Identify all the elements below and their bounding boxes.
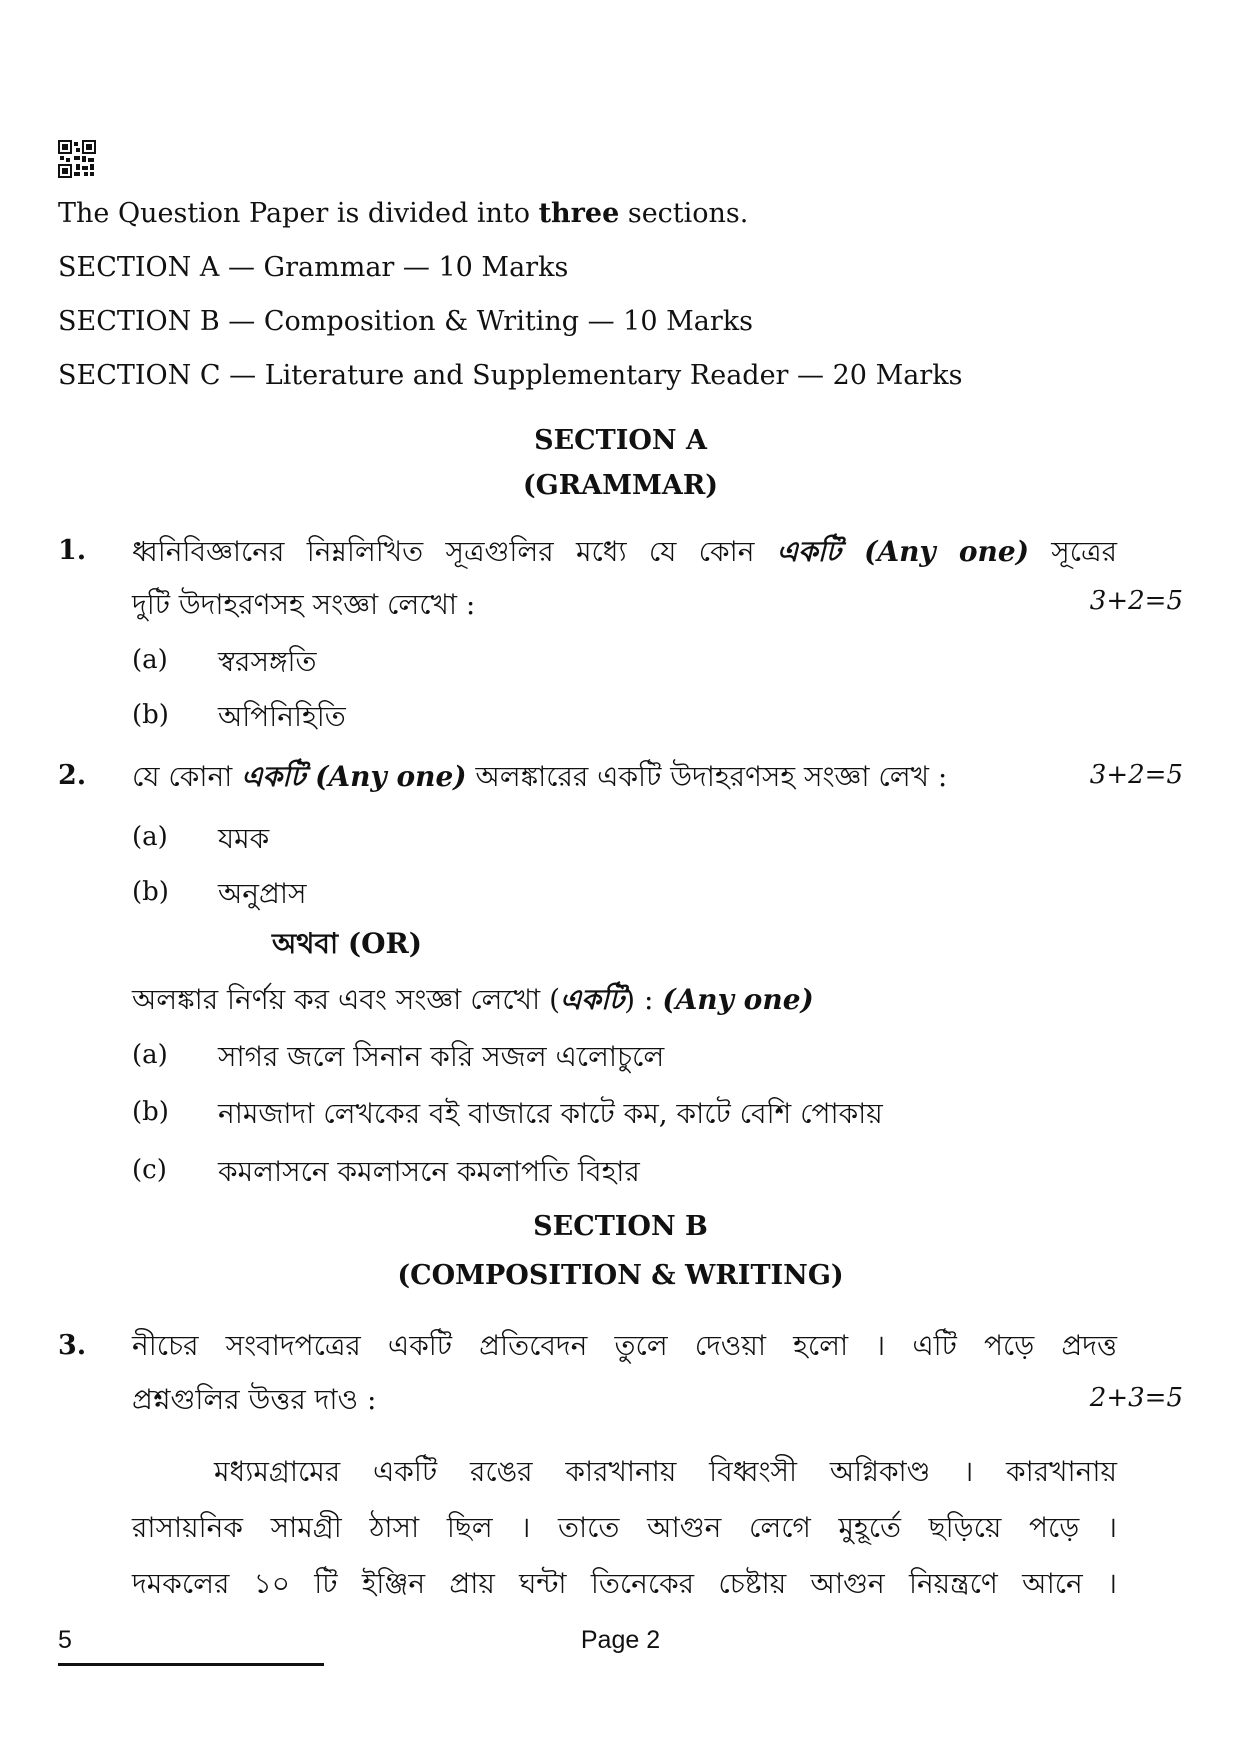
section-b-subtitle: (COMPOSITION & WRITING) xyxy=(397,1260,844,1291)
q2-option-a-text: যমক xyxy=(218,822,270,855)
q2-line xyxy=(132,755,947,802)
q1-option-b-text: অপিনিহিতি xyxy=(218,700,346,733)
q2-line-post: অলঙ্কারের একটি উদাহরণসহ সংজ্ঞা লেখ : xyxy=(466,760,948,793)
q1-line1-pre: ধ্বনিবিজ্ঞানের নিম্নলিখিত সূত্রগুলির মধ্যে যে কোন xyxy=(132,535,777,568)
q2-or-label: অথবা (OR) xyxy=(272,927,422,960)
q2-alt-italic: (Any one) xyxy=(662,983,814,1016)
q2-alt-pre: অলঙ্কার নির্ণয় কর এবং সংজ্ঞা লেখো ( xyxy=(132,983,560,1016)
intro-text-bold: three xyxy=(538,198,620,229)
q1-line2: দুটি উদাহরণসহ সংজ্ঞা লেখো : xyxy=(132,588,476,621)
intro-text-pre: The Question Paper is divided into xyxy=(58,198,539,229)
q2-option-a-label: (a) xyxy=(132,822,168,852)
intro-section-b: SECTION B — Composition & Writing — 10 Marks xyxy=(58,306,753,337)
footer-page-number: Page 2 xyxy=(580,1626,661,1654)
q2-alt-option-b-label: (b) xyxy=(132,1097,169,1127)
q3-line2: প্রশ্নগুলির উত্তর দাও : xyxy=(132,1383,377,1416)
q3-passage-line1: মধ্যমগ্রামের একটি রঙের কারখানায় বিধ্বংসী অগ্নিকাণ্ড । কারখানায় xyxy=(214,1455,1117,1488)
q2-alt-option-c-text: কমলাসনে কমলাসনে কমলাপতি বিহার xyxy=(218,1155,640,1188)
q3-passage-line3: দমকলের ১০ টি ইঞ্জিন প্রায় ঘন্টা তিনেকের চেষ্টায় আগুন নিয়ন্ত্রণে আনে । xyxy=(132,1567,1117,1600)
q1-line1-post: সূত্রের xyxy=(1028,535,1117,568)
q2-alt-bold: একটি xyxy=(560,983,625,1016)
q2-option-b-text: অনুপ্রাস xyxy=(218,877,307,910)
q1-line1 xyxy=(132,530,1117,577)
q1-marks: 3+2=5 xyxy=(1089,586,1183,616)
q2-alt-option-a-label: (a) xyxy=(132,1040,168,1070)
q3-marks: 2+3=5 xyxy=(1089,1383,1183,1413)
q2-line-pre: যে কোনা xyxy=(132,760,242,793)
q2-alt-mid: ) : xyxy=(624,983,663,1016)
intro-text-post: sections. xyxy=(619,198,749,229)
q2-line-bold: একটি (Any one) xyxy=(241,760,467,793)
q2-alt-option-a-text: সাগর জলে সিনান করি সজল এলোচুলে xyxy=(218,1040,665,1073)
q2-alt-option-c-label: (c) xyxy=(132,1155,167,1185)
qr-code-icon xyxy=(58,140,96,178)
section-a-title: SECTION A xyxy=(534,425,707,456)
q3-passage-line2: রাসায়নিক সামগ্রী ঠাসা ছিল । তাতে আগুন লেগে মুহূর্তে ছড়িয়ে পড়ে । xyxy=(132,1511,1117,1544)
q2-alt-option-b-text: নামজাদা লেখকের বই বাজারে কাটে কম, কাটে বেশি পোকায় xyxy=(218,1097,883,1130)
q1-number: 1. xyxy=(58,535,87,566)
q2-marks: 3+2=5 xyxy=(1089,760,1183,790)
q1-line1-bold: একটি (Any one) xyxy=(776,535,1029,568)
intro-section-c: SECTION C — Literature and Supplementary Reader — 20 Marks xyxy=(58,360,963,391)
section-a-subtitle: (GRAMMAR) xyxy=(522,470,719,501)
q3-line1: নীচের সংবাদপত্রের একটি প্রতিবেদন তুলে দেওয়া হলো । এটি পড়ে প্রদত্ত xyxy=(132,1329,1117,1362)
intro-line xyxy=(58,198,748,229)
q1-option-a-text: স্বরসঙ্গতি xyxy=(218,645,317,678)
q1-option-a-label: (a) xyxy=(132,645,168,675)
q2-number: 2. xyxy=(58,760,87,791)
q2-alt-instruction xyxy=(132,978,814,1025)
footer-divider xyxy=(58,1663,324,1666)
footer-code: 5 xyxy=(58,1626,72,1654)
section-b-title: SECTION B xyxy=(533,1211,708,1242)
intro-section-a: SECTION A — Grammar — 10 Marks xyxy=(58,252,569,283)
q3-number: 3. xyxy=(58,1330,87,1361)
q1-option-b-label: (b) xyxy=(132,700,169,730)
q2-option-b-label: (b) xyxy=(132,877,169,907)
